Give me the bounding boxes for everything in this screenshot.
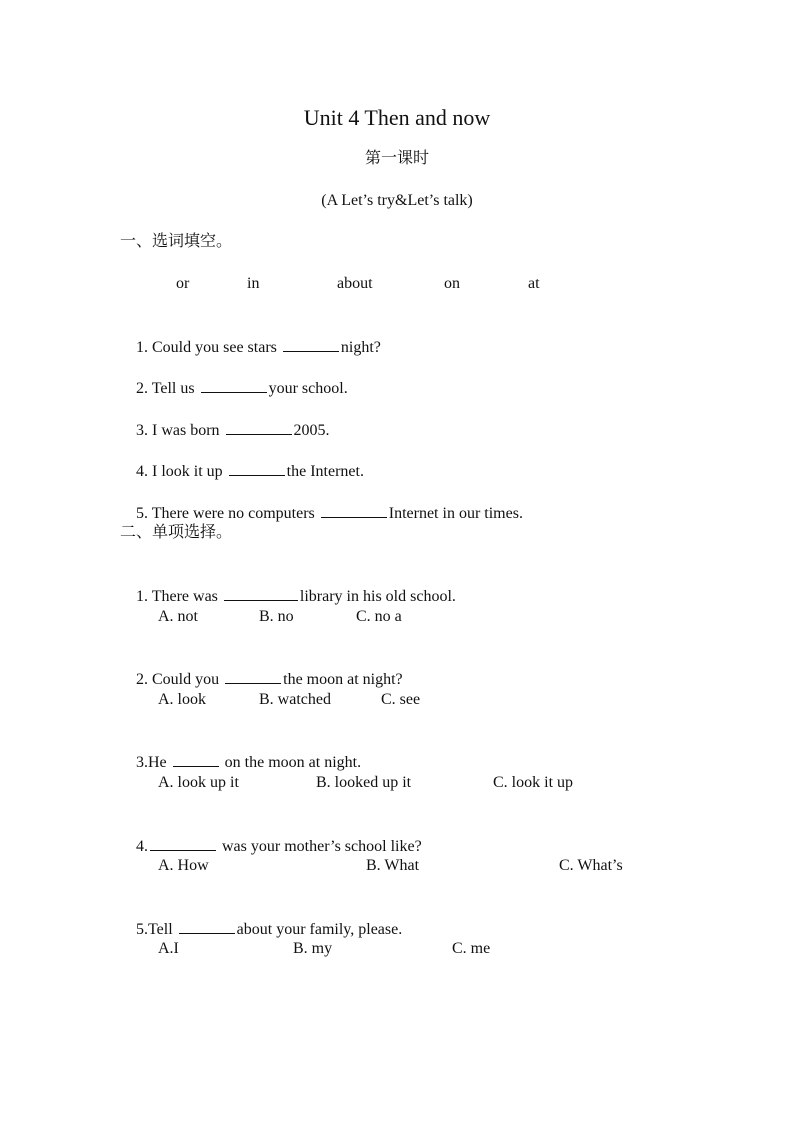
question-text: your school. <box>268 380 348 397</box>
word-bank-item: about <box>337 275 373 292</box>
question-text: 4. <box>136 838 148 855</box>
answer-blank[interactable] <box>283 336 339 352</box>
question-text: night? <box>340 339 381 356</box>
question-text: 5.Tell <box>136 921 177 938</box>
option-c[interactable]: C. look it up <box>493 774 574 791</box>
option-c[interactable]: C. see <box>381 691 421 708</box>
option-a[interactable]: A. look <box>158 691 206 708</box>
answer-blank[interactable] <box>224 585 298 601</box>
option-b[interactable]: B. looked up it <box>316 774 412 791</box>
question-text: the moon at night? <box>283 671 403 688</box>
question-text: was your mother’s school like? <box>218 838 422 855</box>
lesson-label: (A Let’s try&Let’s talk) <box>321 192 473 209</box>
option-a[interactable]: A.I <box>158 940 179 957</box>
section2-heading: 二、单项选择。 <box>120 524 233 541</box>
word-bank-item: or <box>176 275 190 292</box>
answer-blank[interactable] <box>225 668 281 684</box>
question-text: 2. Tell us <box>136 380 199 397</box>
answer-blank[interactable] <box>173 751 219 767</box>
option-b[interactable]: B. no <box>259 608 294 625</box>
question-text: 2. Could you <box>136 671 224 688</box>
question-text: about your family, please. <box>236 921 403 938</box>
question-text: the Internet. <box>286 463 364 480</box>
question-text: 3. I was born <box>136 422 224 439</box>
question-text: 4. I look it up <box>136 463 227 480</box>
question-text: 1. Could you see stars <box>136 339 281 356</box>
question-text: on the moon at night. <box>220 754 362 771</box>
option-c[interactable]: C. me <box>452 940 491 957</box>
option-a[interactable]: A. How <box>158 857 209 874</box>
page-subtitle: 第一课时 <box>364 150 429 167</box>
option-b[interactable]: B. What <box>366 857 420 874</box>
word-bank-item: on <box>444 275 460 292</box>
answer-blank[interactable] <box>179 918 235 934</box>
option-c[interactable]: C. What’s <box>559 857 623 874</box>
answer-blank[interactable] <box>229 460 285 476</box>
word-bank-item: at <box>528 275 540 292</box>
question-text: library in his old school. <box>299 588 456 605</box>
question-text: 3.He <box>136 754 171 771</box>
page-title: Unit 4 Then and now <box>303 105 491 130</box>
answer-blank[interactable] <box>321 502 387 518</box>
option-a[interactable]: A. not <box>158 608 198 625</box>
question-text: 2005. <box>293 422 330 439</box>
question-text: 5. There were no computers <box>136 505 319 522</box>
answer-blank[interactable] <box>201 377 267 393</box>
option-b[interactable]: B. my <box>293 940 333 957</box>
answer-blank[interactable] <box>150 835 216 851</box>
answer-blank[interactable] <box>226 419 292 435</box>
question-text: 1. There was <box>136 588 222 605</box>
option-b[interactable]: B. watched <box>259 691 331 708</box>
section1-heading: 一、选词填空。 <box>120 233 233 250</box>
word-bank-item: in <box>247 275 260 292</box>
option-a[interactable]: A. look up it <box>158 774 239 791</box>
option-c[interactable]: C. no a <box>356 608 402 625</box>
question-text: Internet in our times. <box>388 505 523 522</box>
